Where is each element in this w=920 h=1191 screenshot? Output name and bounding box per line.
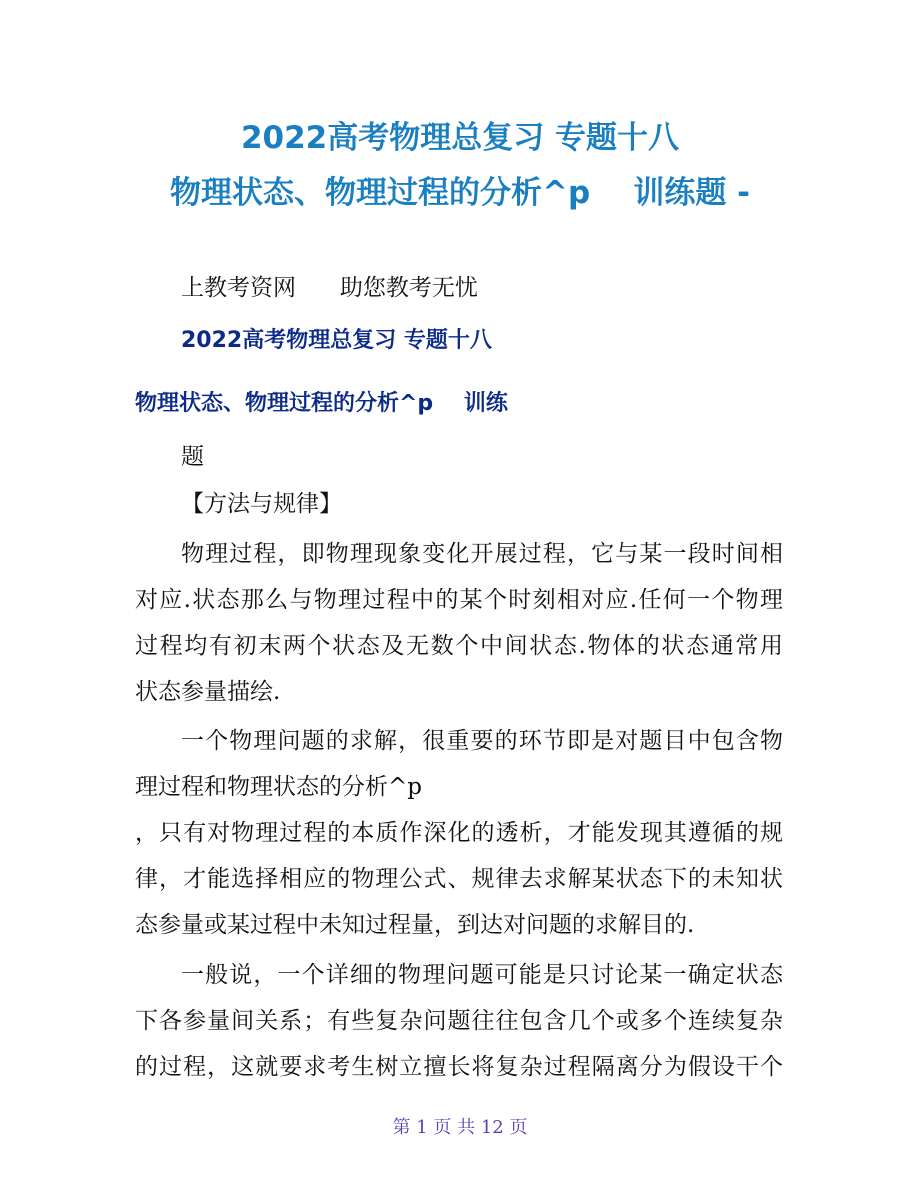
page-footer: 第 1 页 共 12 页	[392, 1117, 528, 1138]
paragraph2-line2: 理过程和物理状态的分析^p	[135, 774, 422, 800]
paragraph2-line4: 律，才能选择相应的物理公式、规律去求解某状态下的未知状	[135, 866, 783, 892]
paragraph3-line2: 下各参量间关系；有些复杂问题往往包含几个或多个连续复杂	[135, 1008, 783, 1034]
paragraph3-line1: 一般说，一个详细的物理问题可能是只讨论某一确定状态	[181, 962, 783, 988]
paragraph1-line4: 状态参量描绘.	[135, 679, 281, 705]
section-heading-1: 2022高考物理总复习 专题十八	[181, 328, 492, 353]
document-title-line1: 2022高考物理总复习 专题十八	[240, 120, 680, 156]
paragraph2-line5: 态参量或某过程中未知过程量，到达对问题的求解目的.	[135, 912, 695, 938]
section-heading-2: 物理状态、物理过程的分析^p 训练	[135, 391, 508, 416]
paragraph1-line2: 对应.状态那么与物理过程中的某个时刻相对应.任何一个物理	[135, 587, 783, 613]
source-line: 上教考资网 助您教考无忧	[181, 275, 478, 301]
method-section-label: 【方法与规律】	[181, 491, 342, 517]
paragraph1-line3: 过程均有初末两个状态及无数个中间状态.物体的状态通常用	[135, 633, 783, 659]
document-title-line2: 物理状态、物理过程的分析^p 训练题 -	[170, 175, 750, 211]
paragraph1-line1: 物理过程，即物理现象变化开展过程，它与某一段时间相	[181, 541, 783, 567]
paragraph2-line1: 一个物理问题的求解，很重要的环节即是对题目中包含物	[181, 728, 783, 754]
section-heading-2-continuation: 题	[181, 444, 204, 470]
paragraph3-line3: 的过程，这就要求考生树立擅长将复杂过程隔离分为假设干个	[135, 1054, 783, 1080]
paragraph2-line3: ，只有对物理过程的本质作深化的透析，才能发现其遵循的规	[135, 820, 783, 846]
